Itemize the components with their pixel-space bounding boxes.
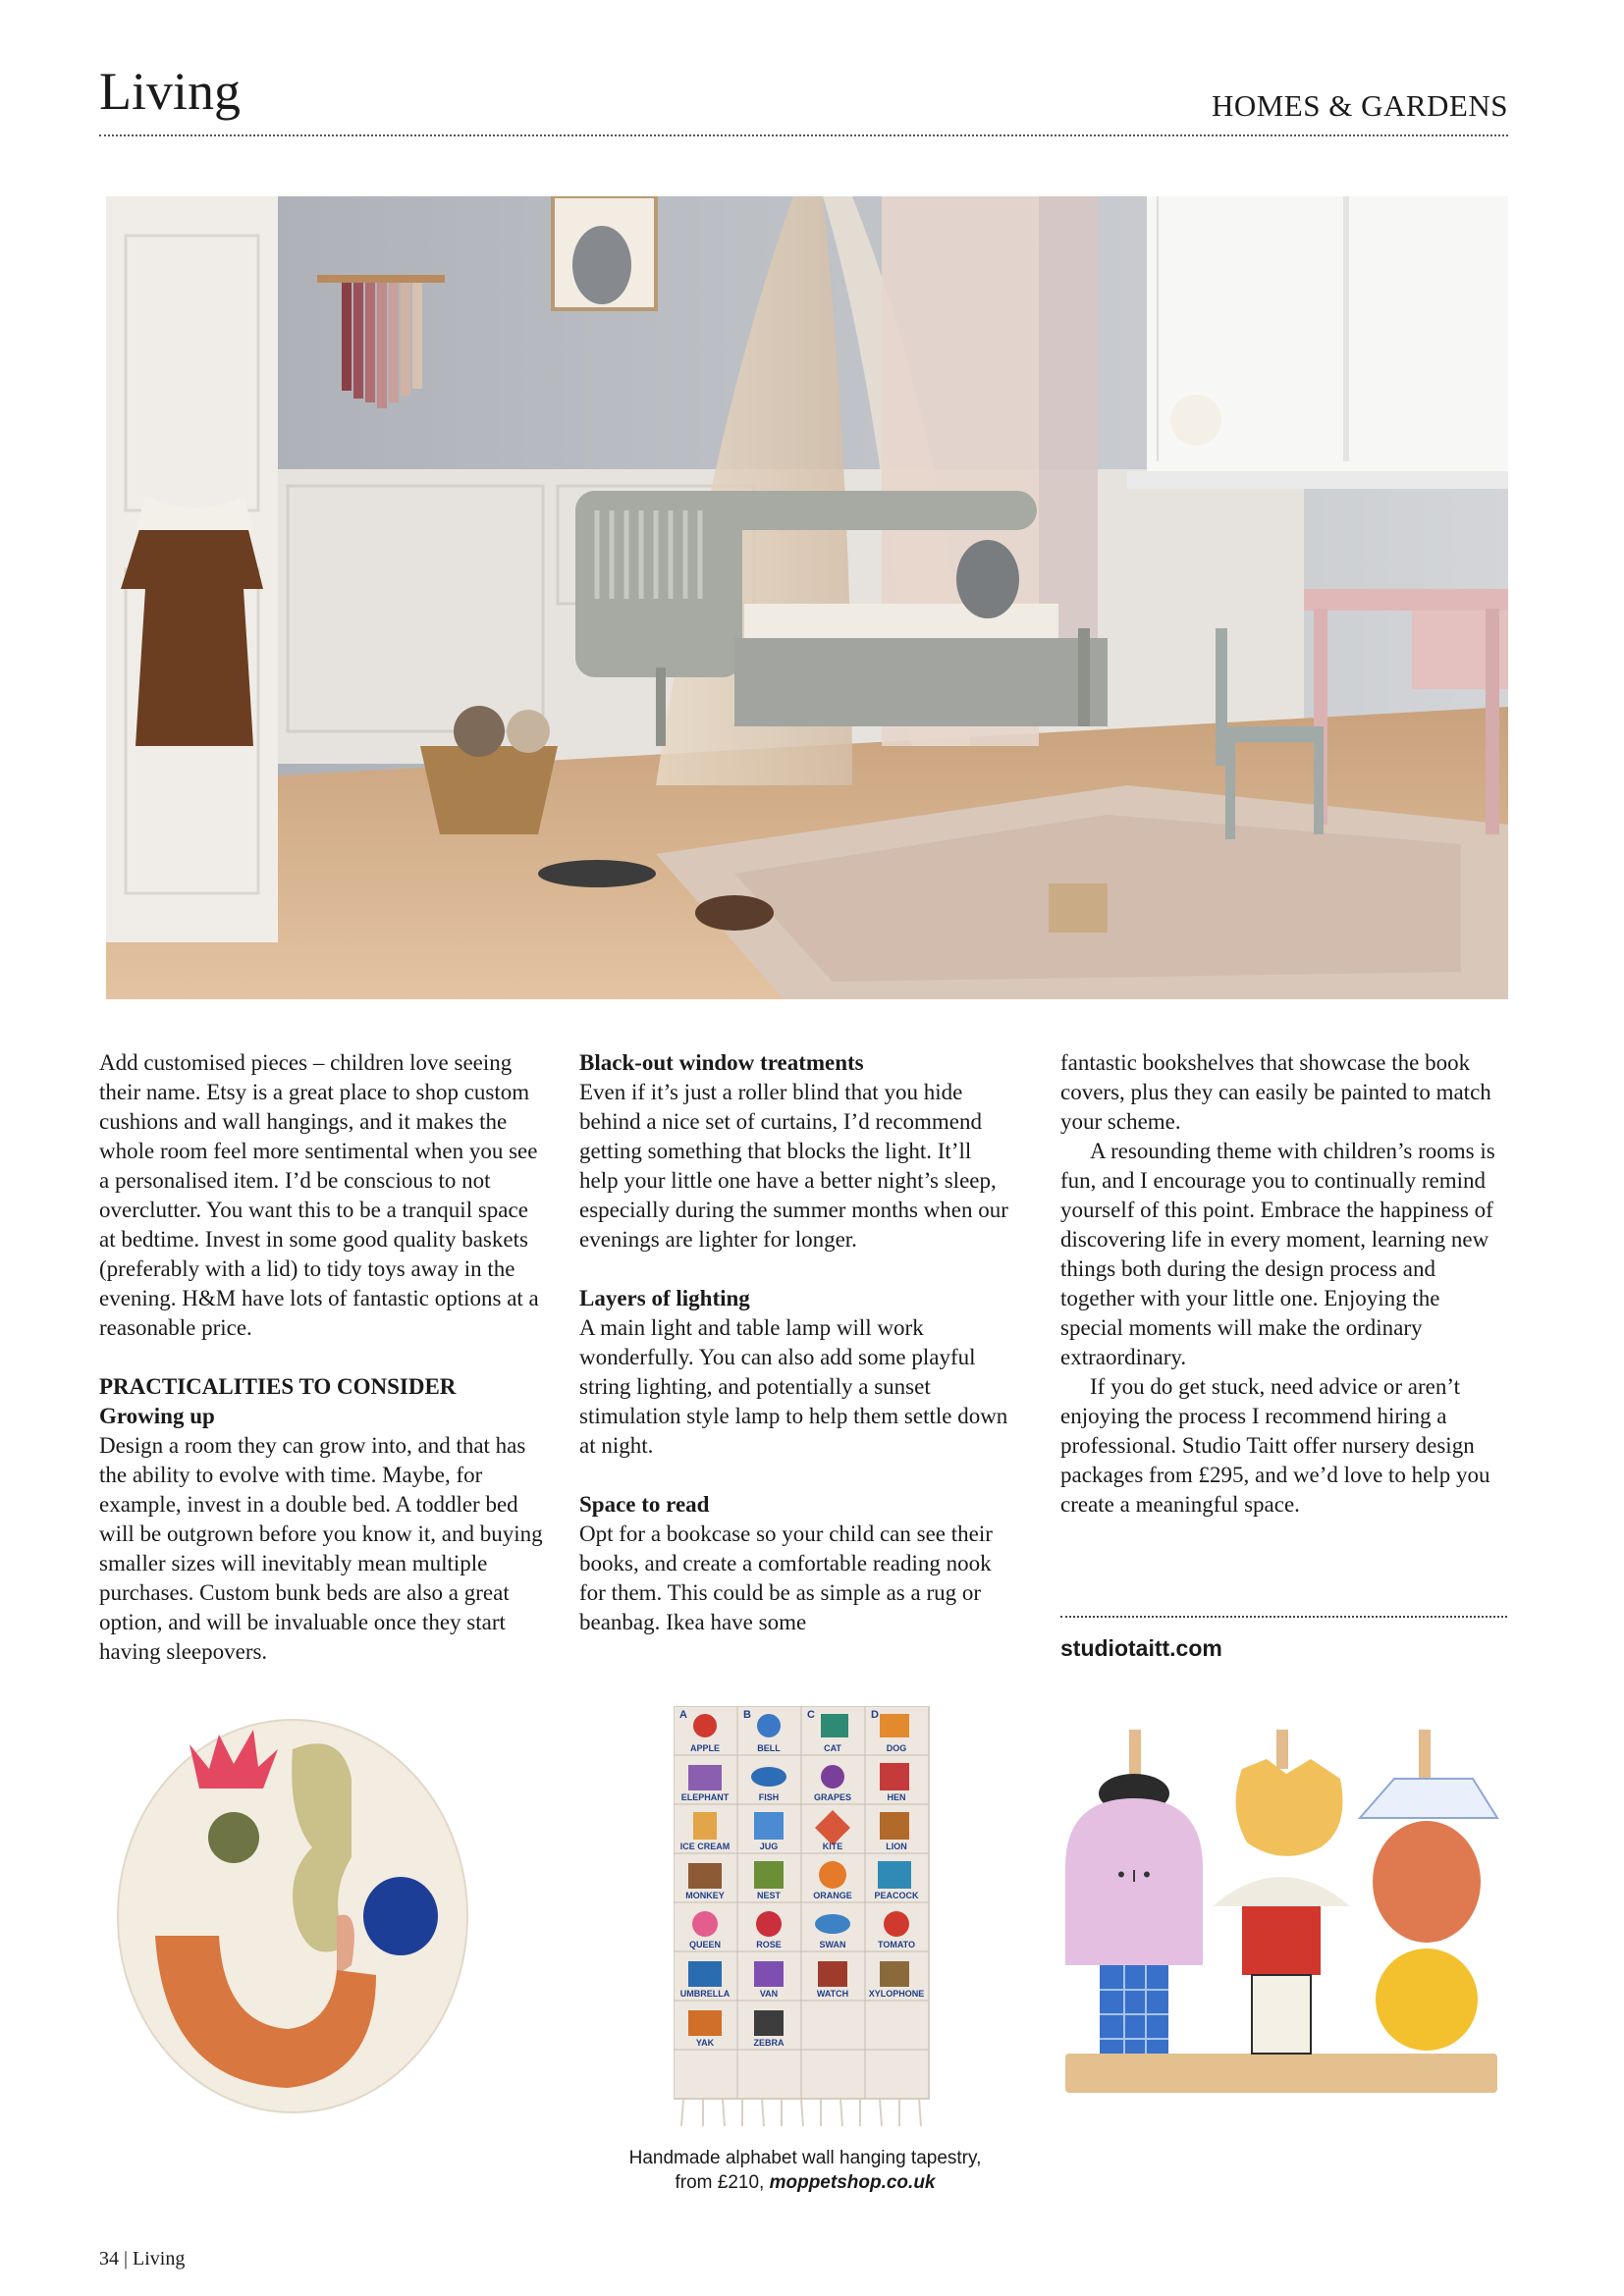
- tapestry-label: LION: [886, 1842, 907, 1851]
- tapestry-label: ORANGE: [813, 1891, 852, 1900]
- tapestry-label: HEN: [887, 1792, 906, 1802]
- tapestry-label: XYLOPHONE: [868, 1989, 925, 1999]
- hero-photo: [106, 196, 1508, 999]
- tapestry-letter: C: [807, 1709, 815, 1721]
- blackout-heading: Black-out window treatments: [579, 1050, 864, 1075]
- tapestry-label: BELL: [757, 1743, 781, 1753]
- page-folio: [99, 2248, 185, 2270]
- end-rule: [1060, 1616, 1507, 1618]
- round-face-rug-image: [116, 1710, 469, 2122]
- col3-paragraph-1: fantastic bookshelves that showcase the book covers, plus they can easily be painted to match your scheme.: [1060, 1050, 1491, 1134]
- tapestry-letter: A: [679, 1709, 687, 1721]
- page-number: 34: [99, 2248, 119, 2269]
- website-link[interactable]: studiotaitt.com: [1060, 1635, 1222, 1661]
- tapestry-label: ROSE: [756, 1940, 782, 1949]
- tapestry-letter: D: [871, 1709, 879, 1721]
- caption-line-2: [589, 2170, 1021, 2195]
- caption-shop-link[interactable]: moppetshop.co.uk: [769, 2172, 936, 2193]
- column-1: [99, 1048, 546, 1667]
- tapestry-label: YAK: [695, 2038, 715, 2048]
- caption-price: from £210,: [675, 2172, 770, 2193]
- alphabet-tapestry-image: [674, 1706, 939, 2128]
- tapestry-label: MONKEY: [685, 1891, 725, 1900]
- tapestry-label: PEACOCK: [874, 1891, 919, 1900]
- col3-paragraph-3: If you do get stuck, need advice or aren’t enjoying the process I recommend hiring a professional. Studio Taitt offer nursery design packages from £295, and we’d love to help you create a meaningful space.: [1060, 1374, 1490, 1517]
- tapestry-label: DOG: [886, 1743, 907, 1753]
- tapestry-label: GRAPES: [813, 1792, 852, 1802]
- col3-paragraph-2: A resounding theme with children’s rooms is fun, and I encourage you to continually remind yourself of this point. Embrace the happiness of discovering life in every moment, learning new things both during the design process and together with your little one. Enjoying the special moments will make the ordinary extraordinary.: [1060, 1139, 1495, 1369]
- practicalities-heading: PRACTICALITIES TO CONSIDER: [99, 1374, 457, 1399]
- tapestry-label: APPLE: [689, 1743, 721, 1753]
- blackout-paragraph: Even if it’s just a roller blind that you hide behind a nice set of curtains, I’d recommend getting something that blocks the light. It’ll help your little one have a better night’s sleep, especially during the summer months when our evenings are lighter for longer.: [579, 1080, 1008, 1252]
- col1-paragraph-1: Add customised pieces – children love seeing their name. Etsy is a great place to shop custom cushions and wall hangings, and it makes the whole room feel more sentimental when you see a personalised item. I’d be conscious to not overclutter. You want this to be a tranquil space at bedtime. Invest in some good quality baskets (preferably with a lid) to tidy toys away in the evening. H&M have lots of fantastic options at a reasonable price.: [99, 1050, 539, 1340]
- reading-heading: Space to read: [579, 1492, 710, 1517]
- tapestry-label: JUG: [759, 1842, 779, 1851]
- tapestry-label: TOMATO: [878, 1940, 915, 1949]
- tapestry-label: KITE: [822, 1842, 843, 1851]
- tapestry-letter: B: [743, 1709, 751, 1721]
- folio-separator: |: [124, 2248, 129, 2269]
- tapestry-label: ICE CREAM: [679, 1842, 731, 1851]
- header-rule: [99, 134, 1508, 136]
- tapestry-label: FISH: [758, 1792, 780, 1802]
- section-title: Living: [99, 62, 241, 121]
- svg-text:• ı •: • ı •: [1117, 1862, 1151, 1887]
- tapestry-label: WATCH: [816, 1989, 849, 1999]
- column-2: [579, 1048, 1011, 1637]
- tapestry-label: ELEPHANT: [680, 1792, 730, 1802]
- tapestry-label: QUEEN: [688, 1940, 722, 1949]
- lighting-heading: Layers of lighting: [579, 1286, 750, 1310]
- col1-paragraph-2: Design a room they can grow into, and that has the ability to evolve with time. Maybe, for example, invest in a double bed. A toddler bed will be outgrown before you know it, and buying smaller sizes will inevitably mean multiple purchases. Custom bunk beds are also a great option, and will be invaluable once they start having sleepovers.: [99, 1433, 543, 1664]
- magazine-name: HOMES & GARDENS: [1211, 88, 1508, 123]
- reading-paragraph: Opt for a bookcase so your child can see their books, and create a comfortable reading nook for them. This could be as simple as a rug or beanbag. Ikea have some: [579, 1522, 993, 1634]
- caption-line-1: Handmade alphabet wall hanging tapestry,: [628, 2148, 982, 2168]
- tapestry-label: CAT: [824, 1743, 841, 1753]
- growing-up-subheading: Growing up: [99, 1404, 215, 1428]
- tapestry-label: NEST: [756, 1891, 782, 1900]
- tapestry-caption: [589, 2146, 1021, 2195]
- tapestry-label: UMBRELLA: [679, 1989, 731, 1999]
- tapestry-label: VAN: [759, 1989, 779, 1999]
- column-3: [1060, 1048, 1507, 1520]
- tapestry-label: SWAN: [819, 1940, 846, 1949]
- lighting-paragraph: A main light and table lamp will work wonderfully. You can also add some playful string lighting, and potentially a sunset stimulation style lamp to help them settle down at night.: [579, 1315, 1008, 1458]
- tapestry-label: ZEBRA: [753, 2038, 785, 2048]
- folio-section: Living: [133, 2248, 186, 2269]
- stacking-figures-toy-image: [1056, 1720, 1512, 2112]
